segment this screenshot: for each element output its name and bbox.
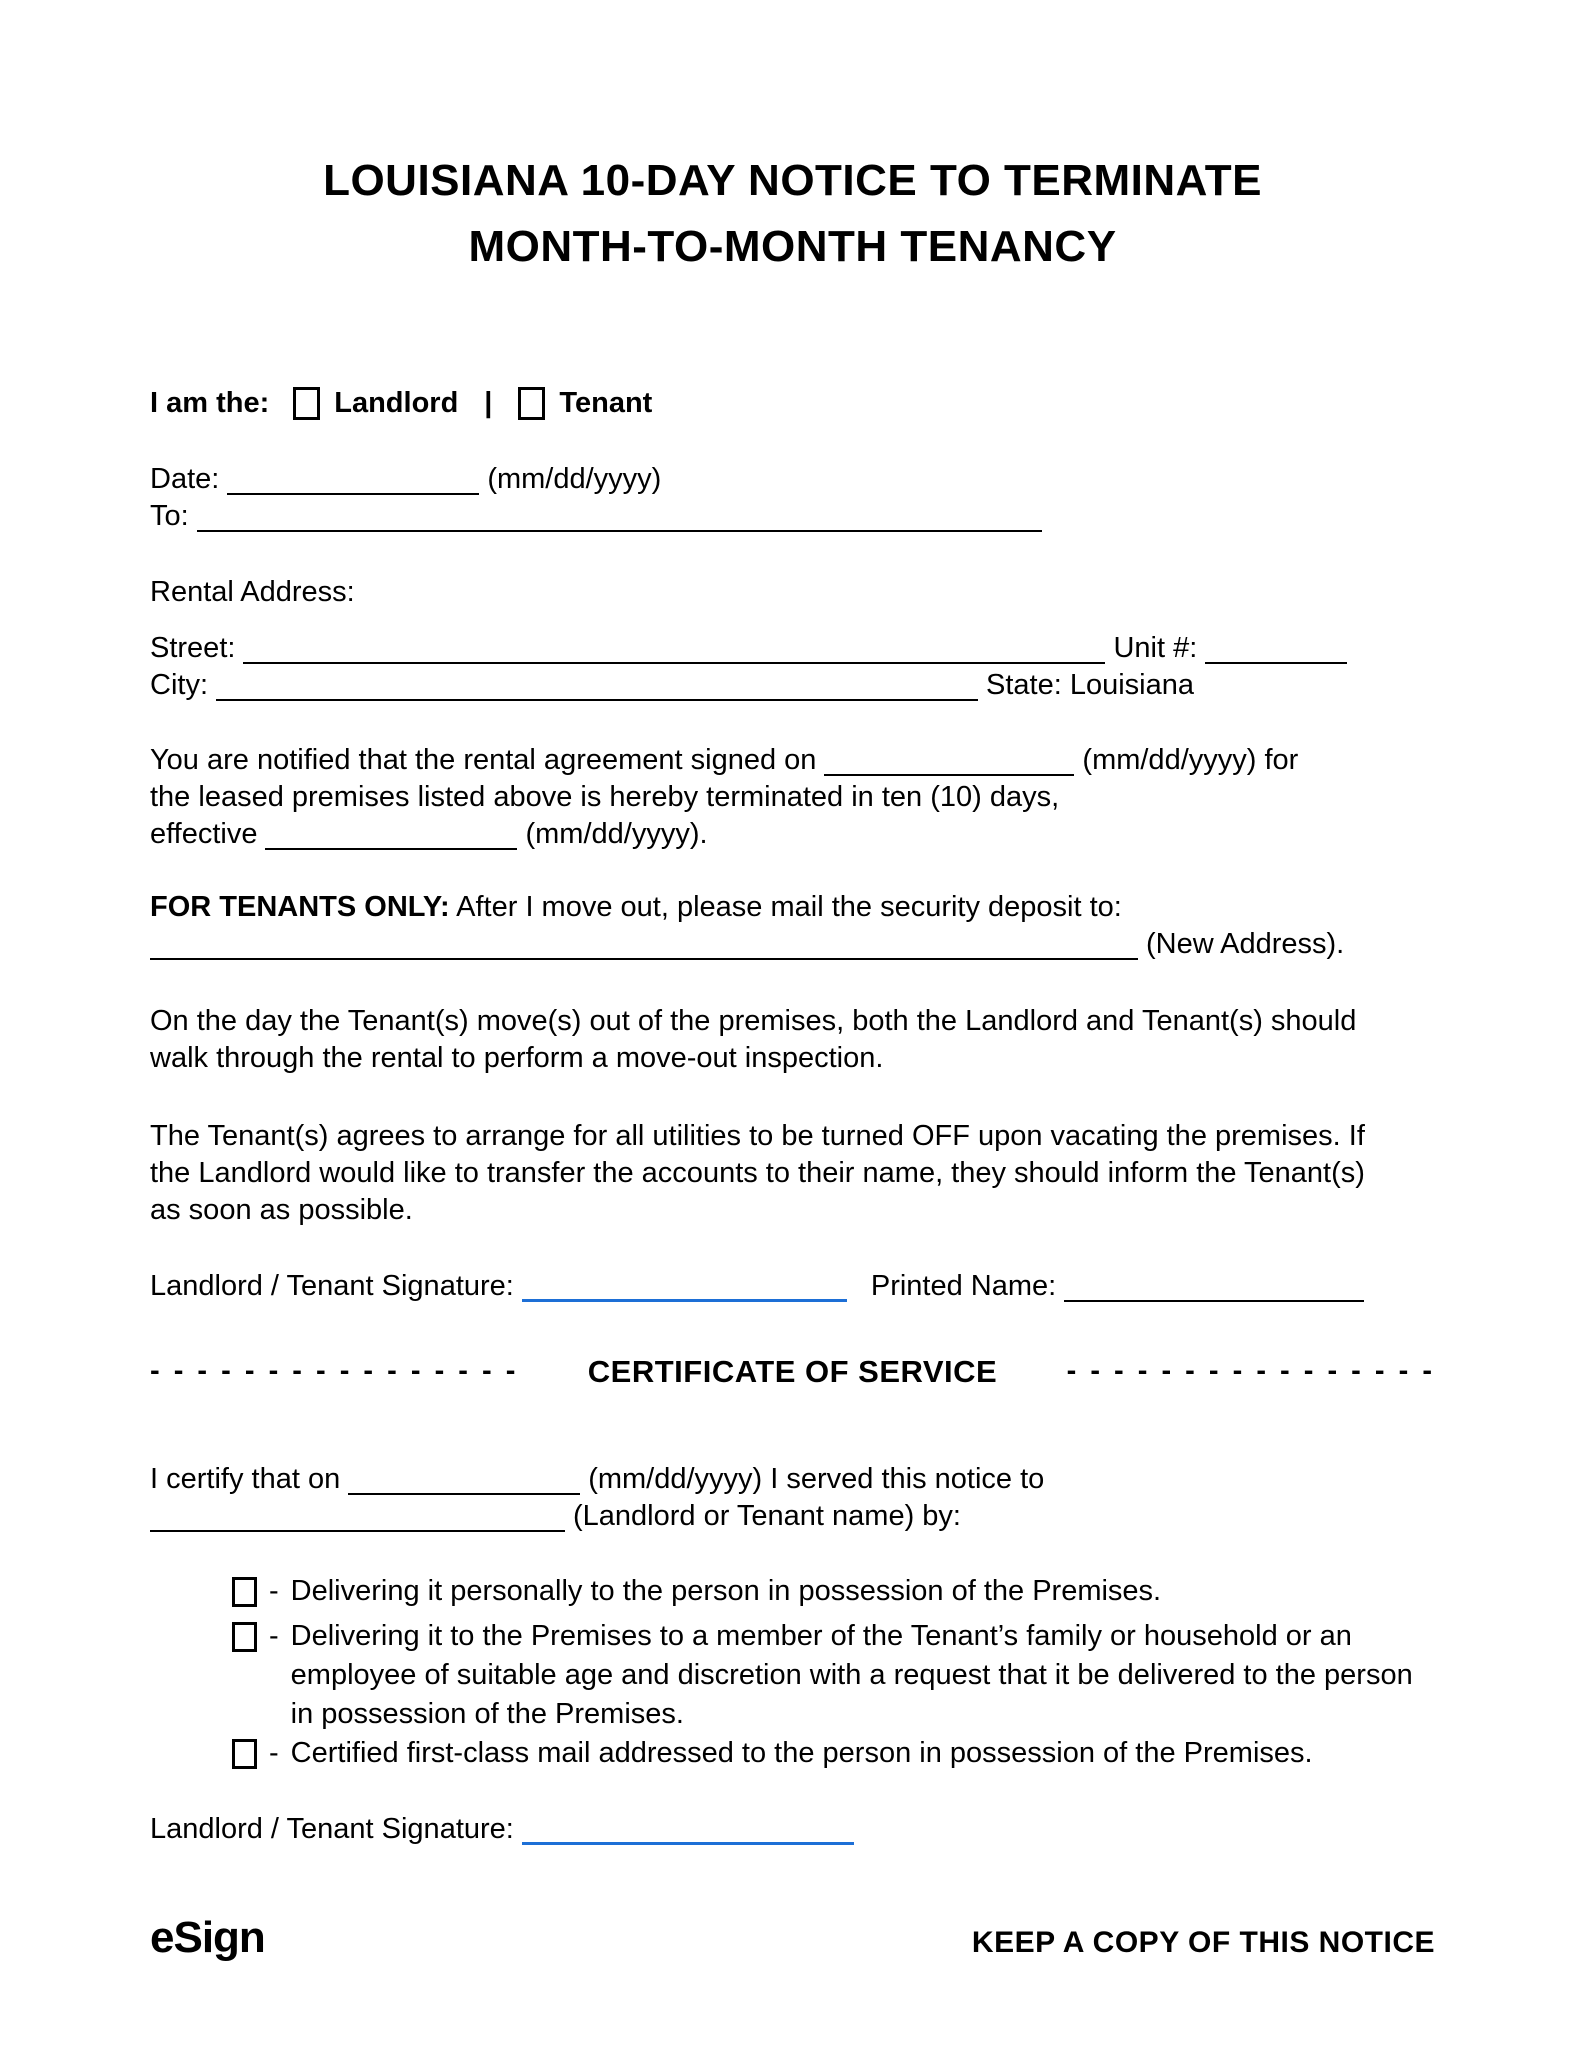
city-input-line[interactable] (216, 673, 978, 701)
to-label: To: (150, 500, 189, 532)
notice-line-2: the leased premises listed above is hereby terminated in ten (10) days, (150, 781, 1060, 813)
certify-text-before-date: I certify that on (150, 1463, 341, 1495)
date-label: Date: (150, 463, 220, 495)
certify-text-after-name: (Landlord or Tenant name) by: (573, 1500, 961, 1532)
service-method-text-1: Delivering it personally to the person in possession of the Premises. (290, 1575, 1162, 1607)
service-method-item-3 (232, 1734, 1435, 1773)
to-input-line[interactable] (197, 504, 1042, 532)
identity-row (150, 385, 1435, 422)
service-method-dash: - (269, 1620, 279, 1652)
tenants-only-block (150, 889, 1435, 963)
state-text: State: Louisiana (986, 669, 1194, 701)
service-method-checkbox-1[interactable] (232, 1577, 257, 1607)
identity-label: I am the: (150, 387, 270, 419)
esign-logo: eSign (150, 1913, 265, 1962)
new-address-suffix: (New Address). (1146, 928, 1345, 960)
certify-paragraph (150, 1461, 1435, 1535)
service-method-item-2 (232, 1617, 1435, 1734)
service-method-list (232, 1572, 1435, 1773)
tenants-only-label: FOR TENANTS ONLY: (150, 891, 450, 923)
tenant-checkbox[interactable] (518, 387, 545, 420)
keep-copy-notice: KEEP A COPY OF THIS NOTICE (971, 1926, 1435, 1959)
new-address-input-line[interactable] (150, 932, 1138, 960)
street-label: Street: (150, 632, 236, 664)
utilities-line-1: The Tenant(s) agrees to arrange for all utilities to be turned OFF upon vacating the premises. If (150, 1120, 1365, 1152)
effective-format-hint: (mm/dd/yyyy). (525, 818, 708, 850)
printed-name-input-line[interactable] (1064, 1274, 1364, 1302)
certify-line-1 (150, 1461, 1435, 1498)
printed-name-label: Printed Name: (870, 1270, 1057, 1302)
moveout-paragraph (150, 1003, 1435, 1077)
utilities-line-3: as soon as possible. (150, 1194, 413, 1226)
title-line-2: MONTH-TO-MONTH TENANCY (468, 222, 1117, 271)
served-name-input-line[interactable] (150, 1504, 565, 1532)
document-title (150, 0, 1435, 280)
certify-text-after-date: (mm/dd/yyyy) I served this notice to (588, 1463, 1045, 1495)
to-line (150, 498, 1435, 535)
notice-line-1 (150, 742, 1435, 779)
tenants-only-line (150, 889, 1435, 926)
street-input-line[interactable] (243, 636, 1105, 664)
city-line (150, 667, 1435, 704)
certify-line-2 (150, 1498, 1435, 1535)
service-method-checkbox-3[interactable] (232, 1739, 257, 1769)
certificate-left-dashes: - - - - - - - - - - - - - - - - (150, 1355, 519, 1387)
bottom-signature-label: Landlord / Tenant Signature: (150, 1813, 514, 1845)
notice-line-3 (150, 816, 1435, 853)
rental-address-heading: Rental Address: (150, 576, 355, 608)
moveout-line-1: On the day the Tenant(s) move(s) out of the premises, both the Landlord and Tenant(s) should (150, 1005, 1357, 1037)
utilities-line-2: the Landlord would like to transfer the accounts to their name, they should inform the Tenant(s) (150, 1157, 1365, 1189)
certificate-of-service-header (150, 1353, 1435, 1390)
service-method-text-2: Delivering it to the Premises to a member of the Tenant’s family or household or an employee of suitable age and discretion with a request that it be delivered to the person in possession of the Premises. (290, 1620, 1413, 1730)
date-input-line[interactable] (227, 467, 479, 495)
date-format-hint: (mm/dd/yyyy) (487, 463, 662, 495)
date-to-block (150, 461, 1435, 535)
landlord-checkbox-label: Landlord (334, 387, 459, 419)
tenants-only-text: After I move out, please mail the security deposit to: (456, 891, 1122, 923)
signature-label: Landlord / Tenant Signature: (150, 1270, 514, 1302)
moveout-line-2: walk through the rental to perform a move-out inspection. (150, 1042, 884, 1074)
city-label: City: (150, 669, 208, 701)
certificate-title: CERTIFICATE OF SERVICE (587, 1354, 998, 1389)
service-method-dash: - (269, 1737, 279, 1769)
title-line-1: LOUISIANA 10-DAY NOTICE TO TERMINATE (323, 156, 1262, 205)
served-date-input-line[interactable] (348, 1467, 580, 1495)
notice-text-before-signed-date: You are notified that the rental agreement signed on (150, 744, 817, 776)
effective-label: effective (150, 818, 258, 850)
unit-label: Unit #: (1113, 632, 1198, 664)
landlord-checkbox[interactable] (293, 387, 320, 420)
termination-notice-paragraph (150, 742, 1435, 853)
service-method-dash: - (269, 1575, 279, 1607)
tenant-checkbox-label: Tenant (559, 387, 653, 419)
page-footer (150, 1913, 1435, 1962)
certificate-right-dashes: - - - - - - - - - - - - - - - - (1066, 1355, 1435, 1387)
effective-date-input-line[interactable] (265, 822, 517, 850)
bottom-signature-field[interactable] (522, 1816, 854, 1845)
identity-separator: | (484, 387, 493, 419)
signature-field[interactable] (522, 1273, 847, 1302)
new-address-line (150, 926, 1435, 963)
service-method-checkbox-2[interactable] (232, 1622, 257, 1652)
service-method-item-1 (232, 1572, 1435, 1611)
service-method-text-3: Certified first-class mail addressed to the person in possession of the Premises. (290, 1737, 1313, 1769)
unit-input-line[interactable] (1205, 636, 1347, 664)
signature-row (150, 1268, 1435, 1305)
notice-text-after-signed-date: (mm/dd/yyyy) for (1082, 744, 1299, 776)
utilities-paragraph (150, 1118, 1435, 1229)
date-line (150, 461, 1435, 498)
rental-address-block (150, 630, 1435, 704)
bottom-signature-row (150, 1811, 1435, 1848)
signed-date-input-line[interactable] (824, 748, 1074, 776)
street-line (150, 630, 1435, 667)
